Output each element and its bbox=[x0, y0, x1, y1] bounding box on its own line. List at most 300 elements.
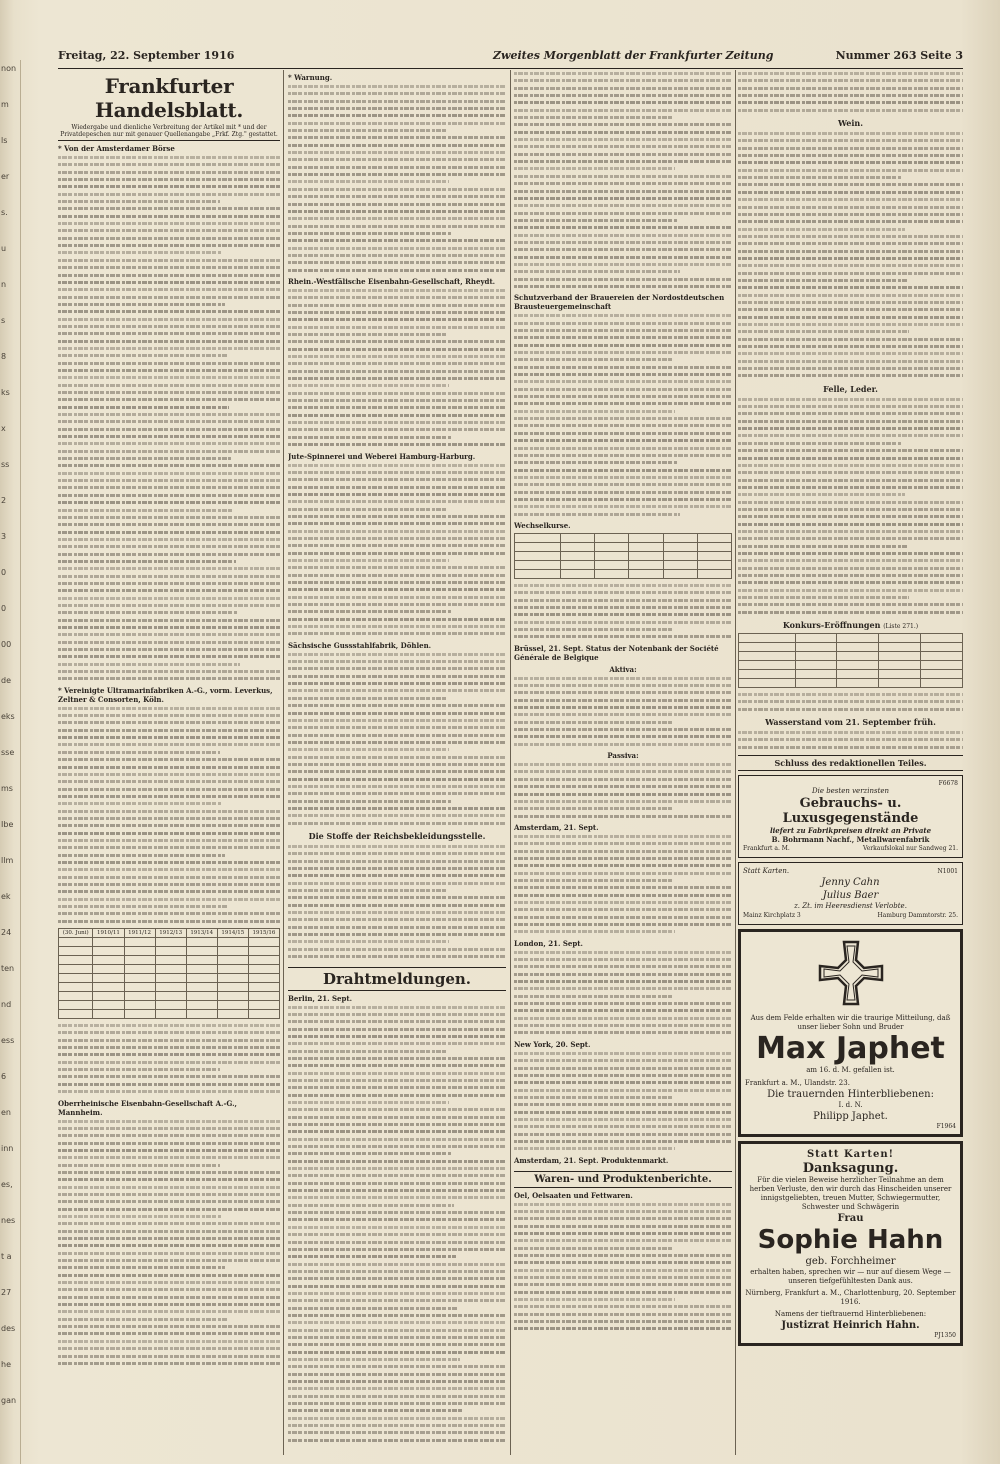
text-line bbox=[738, 528, 963, 535]
text-line bbox=[514, 268, 680, 275]
text-line bbox=[514, 334, 732, 341]
text-line bbox=[288, 1275, 506, 1282]
text-line bbox=[514, 928, 675, 935]
text-line bbox=[58, 1073, 280, 1080]
text-line bbox=[58, 272, 280, 279]
text-line bbox=[514, 1215, 732, 1222]
text-line bbox=[738, 306, 963, 313]
text-line bbox=[288, 1202, 454, 1209]
text-line bbox=[514, 136, 732, 143]
text-line bbox=[288, 142, 506, 149]
text-line bbox=[288, 476, 506, 483]
gutter-fragment: s. bbox=[1, 208, 8, 217]
text-line bbox=[288, 419, 506, 426]
text-line bbox=[738, 314, 963, 321]
article-heading: Rhein.-Westfälische Eisenbahn-Gesellschaft, Rheydt. bbox=[288, 276, 496, 286]
text-line bbox=[514, 239, 732, 246]
text-line bbox=[288, 390, 506, 397]
text-line bbox=[288, 287, 506, 294]
text-line bbox=[288, 1231, 506, 1238]
text-line bbox=[738, 211, 963, 218]
text-line bbox=[288, 331, 447, 338]
text-line bbox=[514, 704, 732, 711]
text-line bbox=[738, 579, 963, 586]
text-line bbox=[514, 1303, 732, 1310]
gutter-fragment: 0 bbox=[1, 568, 7, 577]
text-line bbox=[514, 320, 732, 327]
text-line bbox=[58, 1022, 280, 1029]
gutter-fragment: nd bbox=[1, 1000, 12, 1009]
text-line bbox=[288, 1106, 506, 1113]
text-line bbox=[58, 558, 236, 565]
text-line bbox=[514, 1029, 732, 1036]
text-line bbox=[58, 492, 280, 499]
text-line bbox=[514, 232, 732, 239]
article-text bbox=[514, 675, 732, 748]
text-line bbox=[738, 447, 963, 454]
table-header-cell: 1910/11 bbox=[93, 929, 124, 938]
text-line bbox=[738, 328, 909, 335]
konkurs-title: Konkurs-Eröffnungen bbox=[782, 620, 881, 631]
ad-line: liefert zu Fabrikpreisen direkt an Private bbox=[769, 826, 932, 836]
ad-signature: Philipp Japhet. bbox=[813, 1111, 888, 1123]
text-line bbox=[288, 858, 506, 865]
text-line bbox=[58, 308, 280, 315]
text-line bbox=[514, 217, 678, 224]
text-line bbox=[58, 719, 280, 726]
iron-cross-icon bbox=[816, 938, 886, 1008]
article-text bbox=[514, 833, 732, 936]
gutter-fragment: er bbox=[1, 172, 10, 181]
exchange-table bbox=[514, 533, 732, 579]
text-line bbox=[514, 1109, 732, 1116]
gutter-fragment: Ibe bbox=[1, 820, 14, 829]
text-line bbox=[288, 1371, 506, 1378]
text-line bbox=[288, 1092, 506, 1099]
text-line bbox=[288, 946, 506, 953]
text-line bbox=[738, 189, 963, 196]
text-line bbox=[514, 481, 732, 488]
text-line bbox=[58, 1147, 280, 1154]
text-line bbox=[738, 174, 902, 181]
text-line bbox=[514, 689, 732, 696]
text-line bbox=[514, 1065, 732, 1072]
text-line bbox=[58, 727, 280, 734]
text-line bbox=[514, 342, 732, 349]
text-line bbox=[58, 1323, 280, 1330]
ad-line: am 16. d. M. gefallen ist. bbox=[806, 1066, 895, 1075]
text-line bbox=[514, 121, 732, 128]
ad-address: Verkaufslokal nur Sandweg 21. bbox=[862, 845, 958, 853]
text-line bbox=[738, 462, 963, 469]
text-line bbox=[288, 938, 449, 945]
text-line bbox=[288, 909, 506, 916]
text-line bbox=[288, 469, 506, 476]
article-heading: Brüssel, 21. Sept. Status der Notenbank der Société Générale de Belgique bbox=[514, 643, 719, 662]
name-1: Jenny Cahn bbox=[821, 877, 880, 889]
text-line bbox=[288, 695, 447, 702]
text-line bbox=[514, 582, 732, 589]
article-text bbox=[58, 1022, 280, 1095]
text-line bbox=[738, 167, 963, 174]
text-line bbox=[738, 92, 963, 99]
article-heading: Oel, Oelsaaten und Fettwaren. bbox=[514, 1190, 633, 1200]
text-line bbox=[288, 850, 506, 857]
text-line bbox=[738, 233, 963, 240]
text-line bbox=[738, 491, 905, 498]
text-line bbox=[514, 99, 732, 106]
text-line bbox=[514, 1022, 732, 1029]
text-line bbox=[514, 188, 732, 195]
article-heading: Amsterdam, 21. Sept. Produktenmarkt. bbox=[514, 1155, 669, 1165]
text-line bbox=[58, 301, 225, 308]
text-line bbox=[514, 349, 732, 356]
text-line bbox=[58, 448, 280, 455]
text-line bbox=[288, 382, 449, 389]
ad-company: B. Bohrmann Nachf., Metallwarenfabrik bbox=[771, 835, 930, 845]
article-heading: Wechselkurse. bbox=[514, 520, 571, 530]
text-line bbox=[514, 1015, 732, 1022]
text-line bbox=[58, 1191, 280, 1198]
text-line bbox=[288, 798, 452, 805]
text-line bbox=[58, 352, 227, 359]
text-line bbox=[58, 786, 280, 793]
article-text bbox=[514, 582, 732, 641]
text-line bbox=[58, 793, 280, 800]
text-line bbox=[58, 426, 280, 433]
text-line bbox=[58, 734, 280, 741]
table-label: Passiva: bbox=[607, 751, 639, 761]
text-line bbox=[514, 1094, 673, 1101]
text-line bbox=[288, 1099, 449, 1106]
text-line bbox=[288, 302, 506, 309]
text-line bbox=[58, 294, 280, 301]
text-line bbox=[58, 330, 280, 337]
gutter-fragment: 0 bbox=[1, 604, 7, 613]
gutter-fragment: nes bbox=[1, 1216, 16, 1225]
text-line bbox=[288, 1268, 506, 1275]
text-line bbox=[738, 425, 963, 432]
gutter-fragment: ess bbox=[1, 1036, 15, 1045]
text-line bbox=[514, 92, 732, 99]
gutter-fragment: ek bbox=[1, 892, 11, 901]
gutter-fragment: he bbox=[1, 1360, 11, 1369]
text-line bbox=[58, 837, 280, 844]
ad-head: Statt Karten! bbox=[806, 1149, 895, 1161]
text-line bbox=[58, 499, 280, 506]
text-line bbox=[288, 594, 506, 601]
text-line bbox=[514, 364, 732, 371]
text-line bbox=[288, 90, 506, 97]
text-line bbox=[58, 470, 280, 477]
text-line bbox=[514, 1311, 732, 1318]
text-line bbox=[288, 673, 506, 680]
text-line bbox=[514, 675, 732, 682]
text-line bbox=[288, 1407, 462, 1414]
table-label: Aktiva: bbox=[609, 664, 637, 674]
text-line bbox=[58, 477, 280, 484]
text-line bbox=[58, 771, 280, 778]
text-line bbox=[288, 1165, 506, 1172]
text-line bbox=[288, 1011, 506, 1018]
text-line bbox=[738, 499, 963, 506]
text-line bbox=[58, 1081, 280, 1088]
text-line bbox=[514, 467, 732, 474]
text-line bbox=[514, 408, 675, 415]
text-line bbox=[288, 208, 506, 215]
text-line bbox=[288, 491, 506, 498]
text-line bbox=[288, 1136, 506, 1143]
table-header-cell: 1915/16 bbox=[248, 929, 279, 938]
text-line bbox=[58, 242, 280, 249]
text-line bbox=[514, 276, 732, 283]
text-line bbox=[58, 756, 280, 763]
text-line bbox=[288, 658, 506, 665]
column-2 bbox=[288, 70, 506, 1460]
text-line bbox=[58, 888, 280, 895]
text-line bbox=[58, 573, 280, 580]
text-line bbox=[514, 511, 680, 518]
text-line bbox=[514, 129, 732, 136]
text-line bbox=[514, 906, 732, 913]
text-line bbox=[514, 798, 732, 805]
text-line bbox=[288, 1261, 506, 1268]
text-line bbox=[514, 1116, 732, 1123]
text-line bbox=[58, 264, 280, 271]
text-line bbox=[288, 259, 506, 266]
text-line bbox=[58, 1184, 280, 1191]
text-line bbox=[288, 245, 506, 252]
text-line bbox=[514, 1000, 732, 1007]
text-line bbox=[514, 1274, 732, 1281]
text-line bbox=[58, 1257, 280, 1264]
article-text bbox=[738, 70, 963, 114]
text-line bbox=[288, 338, 506, 345]
text-line bbox=[738, 145, 963, 152]
text-line bbox=[58, 323, 280, 330]
gutter-fragment: 27 bbox=[1, 1288, 12, 1297]
text-line bbox=[58, 1250, 280, 1257]
text-line bbox=[58, 176, 280, 183]
text-line bbox=[288, 1018, 506, 1025]
text-line bbox=[288, 586, 506, 593]
text-line bbox=[514, 246, 732, 253]
text-line bbox=[738, 292, 963, 299]
text-line bbox=[58, 1066, 220, 1073]
text-line bbox=[288, 550, 506, 557]
text-line bbox=[58, 1228, 280, 1235]
article-text bbox=[288, 651, 506, 827]
text-line bbox=[58, 1154, 280, 1161]
text-line bbox=[58, 1176, 280, 1183]
header-masthead: Zweites Morgenblatt der Frankfurter Zeitung bbox=[493, 49, 774, 62]
text-line bbox=[288, 1158, 506, 1165]
text-line bbox=[288, 294, 506, 301]
text-line bbox=[58, 191, 280, 198]
gutter-fragment: n bbox=[1, 280, 7, 289]
text-line bbox=[738, 277, 907, 284]
text-line bbox=[58, 411, 280, 418]
text-line bbox=[288, 746, 449, 753]
article-text bbox=[288, 1004, 506, 1445]
text-line bbox=[58, 866, 280, 873]
text-line bbox=[58, 1294, 280, 1301]
text-line bbox=[58, 741, 280, 748]
ad-footer bbox=[743, 911, 958, 920]
text-line bbox=[738, 107, 963, 114]
text-line bbox=[514, 840, 732, 847]
ad-body: erhalten haben, sprechen wir — nur auf diesem Wege — unseren tiefgefühltesten Dank aus. bbox=[750, 1268, 951, 1286]
article-text bbox=[288, 83, 506, 274]
ad-line: I. d. N. bbox=[838, 1101, 863, 1110]
text-line bbox=[58, 257, 280, 264]
text-line bbox=[58, 227, 280, 234]
section-title: Frankfurter Handelsblatt. bbox=[94, 74, 244, 122]
text-line bbox=[288, 1297, 506, 1304]
text-line bbox=[514, 503, 732, 510]
column-1 bbox=[58, 70, 280, 1460]
text-line bbox=[738, 550, 963, 557]
text-line bbox=[58, 1125, 280, 1132]
text-line bbox=[58, 338, 280, 345]
gutter-fragment: non bbox=[1, 64, 17, 73]
text-line bbox=[514, 437, 732, 444]
text-line bbox=[288, 1128, 506, 1135]
text-line bbox=[288, 739, 506, 746]
gutter-fragment: sse bbox=[1, 748, 15, 757]
text-line bbox=[514, 611, 732, 618]
text-line bbox=[514, 1201, 732, 1208]
text-line bbox=[738, 284, 963, 291]
advertisement-bohrmann bbox=[738, 775, 963, 858]
text-line bbox=[288, 902, 506, 909]
text-line bbox=[58, 609, 238, 616]
article-heading: Sächsische Gussstahlfabrik, Döhlen. bbox=[288, 640, 432, 650]
text-line bbox=[738, 152, 963, 159]
article-text bbox=[288, 843, 506, 961]
text-line bbox=[58, 1220, 280, 1227]
text-line bbox=[288, 346, 506, 353]
text-line bbox=[58, 1088, 280, 1095]
text-line bbox=[288, 83, 506, 90]
text-line bbox=[288, 880, 506, 887]
text-line bbox=[58, 852, 225, 859]
text-line bbox=[58, 433, 280, 440]
ad-mourners: Die trauernden Hinterbliebenen: bbox=[767, 1089, 934, 1101]
text-line bbox=[58, 235, 280, 242]
article-heading: * Warnung. bbox=[288, 73, 333, 82]
text-line bbox=[738, 255, 963, 262]
text-line bbox=[58, 675, 280, 682]
text-line bbox=[514, 870, 732, 877]
gutter-fragment: eks bbox=[1, 712, 15, 721]
text-line bbox=[514, 855, 732, 862]
text-line bbox=[514, 143, 732, 150]
gutter-fragment: ms bbox=[1, 784, 13, 793]
ad-line: z. Zt. im Heeresdienst Verlobte. bbox=[794, 902, 907, 911]
column-rule bbox=[735, 70, 736, 1455]
text-line bbox=[288, 843, 506, 850]
text-line bbox=[514, 1237, 732, 1244]
text-line bbox=[58, 360, 280, 367]
text-line bbox=[738, 736, 963, 743]
text-line bbox=[288, 215, 506, 222]
text-line bbox=[738, 248, 963, 255]
text-line bbox=[58, 800, 222, 807]
text-line bbox=[288, 404, 506, 411]
article-heading: Oberrheinische Eisenbahn-Gesellschaft A.-G., Mannheim. bbox=[58, 1098, 237, 1117]
text-line bbox=[288, 1216, 506, 1223]
gutter-fragment: 24 bbox=[1, 928, 12, 937]
gutter-fragment: inn bbox=[1, 1144, 14, 1153]
text-line bbox=[288, 201, 506, 208]
text-line bbox=[514, 261, 732, 268]
text-line bbox=[514, 1296, 675, 1303]
text-line bbox=[58, 183, 280, 190]
text-line bbox=[288, 1224, 506, 1231]
obituary-japhet bbox=[738, 929, 963, 1137]
text-line bbox=[738, 706, 963, 713]
gutter-fragment: 00 bbox=[1, 640, 12, 649]
text-line bbox=[738, 594, 909, 601]
text-line bbox=[58, 661, 240, 668]
text-line bbox=[738, 159, 963, 166]
text-line bbox=[514, 1289, 732, 1296]
text-line bbox=[58, 514, 280, 521]
gutter-fragment: x bbox=[1, 424, 6, 433]
text-line bbox=[288, 1040, 506, 1047]
text-line bbox=[58, 844, 280, 851]
text-line bbox=[514, 711, 732, 718]
text-line bbox=[514, 1267, 732, 1274]
text-line bbox=[288, 309, 506, 316]
text-line bbox=[288, 164, 506, 171]
text-line bbox=[288, 120, 506, 127]
text-line bbox=[58, 462, 280, 469]
text-line bbox=[288, 1150, 452, 1157]
text-line bbox=[738, 403, 963, 410]
text-line bbox=[58, 367, 280, 374]
text-line bbox=[288, 953, 506, 960]
text-line bbox=[288, 1334, 506, 1341]
text-line bbox=[288, 894, 506, 901]
text-line bbox=[58, 631, 280, 638]
text-line bbox=[738, 365, 963, 372]
text-line bbox=[288, 513, 506, 520]
article-text bbox=[58, 705, 280, 925]
text-line bbox=[288, 441, 506, 448]
text-line bbox=[58, 1059, 280, 1066]
water-level-heading: Wasserstand vom 21. September früh. bbox=[765, 717, 936, 728]
text-line bbox=[58, 903, 227, 910]
header-date: Freitag, 22. September 1916 bbox=[58, 49, 235, 62]
text-line bbox=[288, 149, 506, 156]
text-line bbox=[514, 1259, 732, 1266]
article-text bbox=[514, 949, 732, 1037]
text-line bbox=[58, 1353, 280, 1360]
text-line bbox=[738, 350, 963, 357]
section-title: Drahtmeldungen. bbox=[288, 967, 506, 991]
text-line bbox=[514, 776, 732, 783]
text-line bbox=[288, 1194, 506, 1201]
text-line bbox=[58, 1272, 280, 1279]
text-line bbox=[738, 521, 963, 528]
text-line bbox=[288, 616, 506, 623]
text-line bbox=[288, 1187, 506, 1194]
text-line bbox=[288, 608, 452, 615]
text-line bbox=[514, 604, 732, 611]
text-line bbox=[58, 389, 280, 396]
